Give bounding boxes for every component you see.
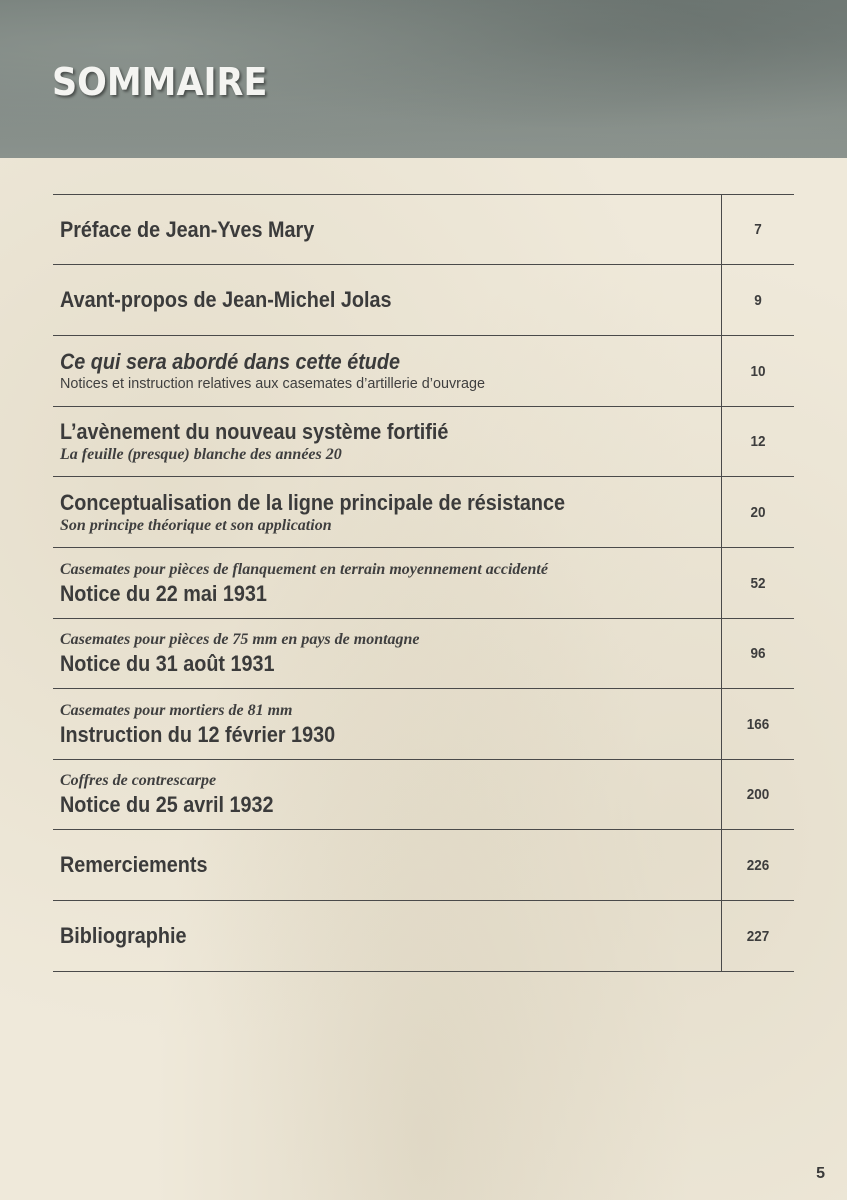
toc-entry-page: 96 [750,645,766,662]
toc-entry-text [53,619,722,688]
toc-entry-page: 9 [754,291,762,309]
toc-entry-avenement[interactable] [53,407,794,477]
toc-entry-text [53,830,722,900]
toc-entry-title: Notice du 31 août 1931 [60,651,275,676]
toc-entry-page: 12 [750,433,766,450]
toc-entry-subtitle: Son principe théorique et son application [60,516,332,534]
toc-entry-title: Ce qui sera abordé dans cette étude [60,349,401,374]
toc-entry-subtitle: La feuille (presque) blanche des années 20 [60,446,342,463]
toc-entry-title: Préface de Jean-Yves Mary [60,216,315,242]
toc-entry-remerciements[interactable] [53,830,794,901]
toc-entry-text [53,548,722,618]
toc-entry-pretitle: Casemates pour mortiers de 81 mm [60,701,293,719]
toc-entry-text [53,901,722,971]
page-number: 5 [816,1165,825,1182]
toc-entry-page: 10 [750,362,766,380]
toc-entry-notice-1931-mai[interactable] [53,548,794,619]
toc-entry-title: L’avènement du nouveau système fortifié [60,419,449,444]
toc-entry-pretitle: Casemates pour pièces de 75 mm en pays de montagne [60,631,420,648]
toc-entry-text [53,760,722,829]
toc-entry-page: 166 [746,715,770,733]
toc-entry-subtitle: Notices et instruction relatives aux casemates d’artillerie d’ouvrage [60,375,486,392]
toc-entry-conceptualisation[interactable] [53,477,794,548]
toc-entry-text [53,407,722,476]
toc-entry-page: 226 [746,856,770,874]
table-of-contents [53,194,794,972]
toc-entry-text [53,336,722,406]
toc-entry-notice-1932[interactable] [53,760,794,830]
toc-entry-text [53,195,722,264]
toc-entry-title: Notice du 22 mai 1931 [60,580,267,606]
toc-entry-instruction-1930[interactable] [53,689,794,760]
toc-entry-page: 200 [746,786,770,803]
toc-entry-title: Conceptualisation de la ligne principale de résistance [60,489,566,515]
toc-entry-pretitle: Coffres de contrescarpe [60,772,217,789]
page-title: SOMMAIRE [52,60,268,104]
toc-entry-page: 20 [750,503,766,521]
toc-entry-text [53,689,722,759]
toc-entry-avant-propos[interactable] [53,265,794,336]
toc-entry-text [53,477,722,547]
toc-entry-pretitle: Casemates pour pièces de flanquement en terrain moyennement accidenté [60,560,548,578]
toc-entry-text [53,265,722,335]
toc-entry-page: 7 [754,221,762,238]
toc-entry-bibliographie[interactable] [53,901,794,972]
toc-entry-notice-1931-aout[interactable] [53,619,794,689]
toc-entry-title: Remerciements [60,852,208,877]
toc-entry-preface[interactable] [53,195,794,265]
toc-entry-title: Notice du 25 avril 1932 [60,792,274,817]
toc-entry-title: Avant-propos de Jean-Michel Jolas [60,287,392,312]
toc-entry-title: Bibliographie [60,923,187,948]
toc-entry-page: 52 [750,574,766,592]
toc-entry-etude[interactable] [53,336,794,407]
toc-entry-title: Instruction du 12 février 1930 [60,721,336,747]
toc-entry-page: 227 [746,927,770,945]
